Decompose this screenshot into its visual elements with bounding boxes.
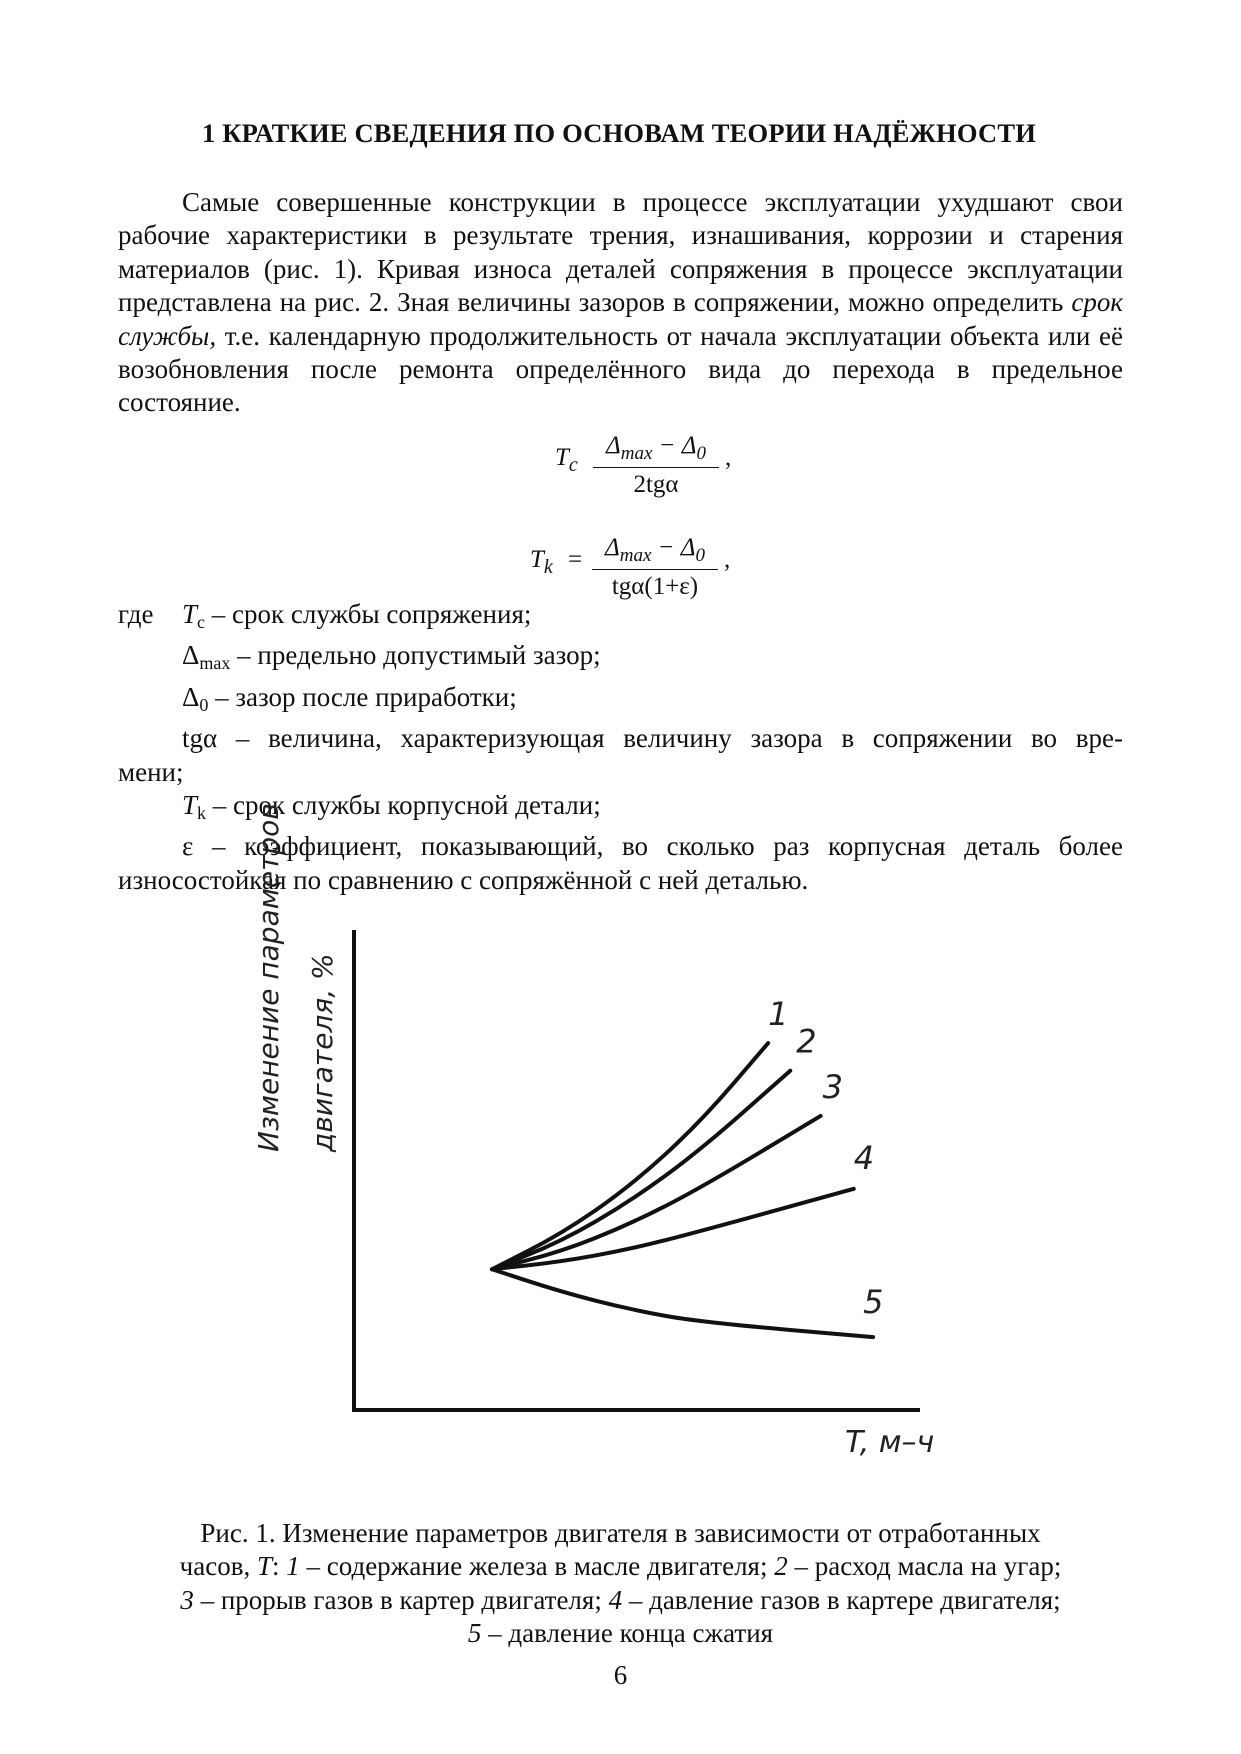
series-line-5 xyxy=(492,1269,873,1337)
definition-d0: Δ0 – зазор после приработки; xyxy=(182,681,517,715)
definition-dmax: Δmax – предельно допустимый зазор; xyxy=(182,640,601,674)
series-line-2 xyxy=(492,1071,790,1270)
formula2-numerator: $\Delta_{max} - \Delta_0$ xyxy=(605,534,705,566)
page-number: 6 xyxy=(613,1660,628,1690)
series-group xyxy=(492,995,883,1337)
intro-text-b: т.е. календарную продолжительность от начала эксплуатации объекта или её возобновления после ремонта определённого вида до перехода в предельное состояние. xyxy=(118,320,1123,418)
formula1-denominator: 2tgα xyxy=(593,467,719,499)
series-line-1 xyxy=(492,1043,768,1269)
y-axis-label-line1: Изменение параметров xyxy=(252,803,285,1152)
series-line-3 xyxy=(492,1116,821,1269)
formula1-lhs: $T_c$ xyxy=(555,444,578,476)
series-label-5: 5 xyxy=(863,1283,884,1322)
y-axis-label-line2: двигателя, % xyxy=(306,953,339,1152)
definition-epsilon: ε – коэффициент, показывающий, во сколько раз корпусная деталь более xyxy=(182,831,1123,862)
definition-tga-cont: мени; xyxy=(118,756,184,787)
figure-caption: Рис. 1. Изменение параметров двигателя в зависимости от отработанных часов, T: 1 – содержание железа в масле двигателя; 2 – расход масла на угар; 3 – прорыв газов в картер двигателя; 4 – давление газов в картере двигателя; 5 – давление конца сжатия xyxy=(179,1518,1062,1649)
series-label-4: 4 xyxy=(853,1138,875,1177)
definition-tc: где Tс – срок службы сопряжения; xyxy=(118,599,532,632)
definition-epsilon-cont: износостойкая по сравнению с сопряжённой с ней деталью. xyxy=(118,864,809,895)
formula2-denominator: tgα(1+ε) xyxy=(592,569,718,601)
x-axis-label: T, м–ч xyxy=(845,1425,935,1460)
definition-tga: tgα – величина, характеризующая величину зазора в сопряжении во вре- xyxy=(182,723,1123,754)
where-word: где xyxy=(118,599,154,629)
formula2-equals: = xyxy=(568,546,583,573)
section-heading: 1 КРАТКИЕ СВЕДЕНИЯ ПО ОСНОВАМ ТЕОРИИ НАДЁЖНОСТИ xyxy=(201,118,1037,148)
definition-tk: Tk – срок службы корпусной детали; xyxy=(182,790,601,824)
formula2-lhs: $T_k$ xyxy=(530,546,553,578)
series-label-3: 3 xyxy=(822,1067,843,1106)
intro-text-a: Самые совершенные конструкции в процессе эксплуатации ухудшают свои рабочие характеристики в результате трения, изнашивания, коррозии и старения материалов (рис. 1). Кривая износа деталей сопряжения в процессе эксплуатации представлена на рис. 2. Зная величины зазоров в сопряжении, можно определить xyxy=(118,187,1123,318)
intro-term: срок службы, xyxy=(118,287,1123,351)
series-label-2: 2 xyxy=(796,1022,817,1061)
series-label-1: 1 xyxy=(768,995,789,1034)
formula2-comma: , xyxy=(724,546,731,573)
caption-line1: Рис. 1. Изменение параметров двигателя в зависимости от отработанных xyxy=(200,1518,1041,1548)
formula1-comma: , xyxy=(725,444,732,471)
formula1-numerator: $\Delta_{max} - \Delta_0$ xyxy=(606,432,706,464)
